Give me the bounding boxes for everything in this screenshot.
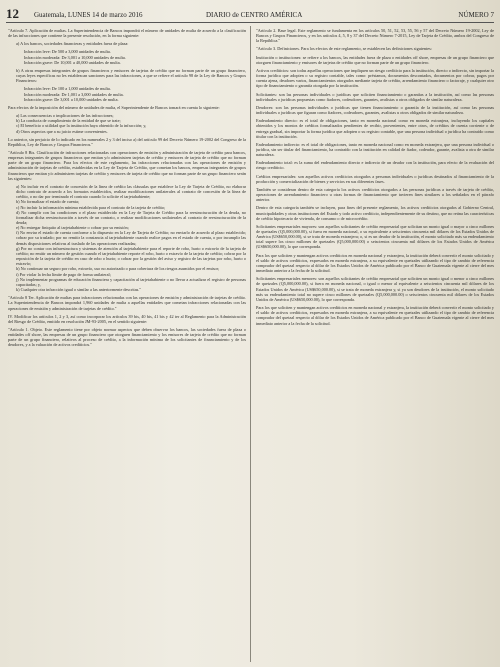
- section-iv: IV. Modificar los artículos 1, 2 y 3, así como incorporar los artículos 39 bis, 40 bis, 41 bis y 42 ter al Reglamento para la Administración del Riesgo de Crédito, emitido en resolución JM-93-2005, en el sentido siguiente:: [8, 313, 246, 324]
- criterion-b: b) La conducta de cumplimiento de la entidad de que se trate;: [16, 118, 121, 124]
- infraction-k: k) Cualquier otra infracción igual o similar a las anteriormente descritas.": [16, 287, 142, 293]
- definition-deudores: Deudores: son las personas individuales o jurídicas que tienen financiamiento o garantía de la institución, así como las personas individuales o jurídicas que figuran como fiadores, codeudores, garantes, avalistas u otros obligados de similar naturaleza.: [256, 104, 494, 116]
- article-2: "Artículo 2. Base legal. Este reglamento se fundamenta en los artículos 50, 51, 52, 53, 55, 56 y 57 del Decreto Número 19-2002, Ley de Bancos y Grupos Financieros, y en los artículos 4, 5, 8 y 37 del Decreto Número 7-2015, Ley de Tarjeta de Crédito, ambos del Congreso de la República.": [256, 28, 494, 44]
- infraction-f: f) No enviar el estado de cuenta conforme a lo dispuesto en la Ley de Tarjeta de Crédito; no enviarlo de acuerdo al plazo establecido; cobrar por su traslado; por no remitir la constancia al tarjetahabiente cuando realice pagos en el estado de cuenta, o por incumplir las demás disposiciones relativas al traslado de las operaciones realizadas;: [16, 230, 246, 246]
- infraction-a: a) No incluir en el contrato de concesión de la línea de crédito las cláusulas que establece la Ley de Tarjeta de Crédito, no elaborar dicho contrato de acuerdo a los formatos establecidos, realizar modificaciones unilaterales al contrato de concesión de la línea de crédito, o no dar por terminado el contrato cuando lo solicite el tarjetahabiente;: [16, 183, 246, 200]
- column-divider: [250, 26, 251, 662]
- criterion-d: d) Otros aspectos que a su juicio estime convenientes.: [16, 128, 108, 134]
- article-3: "Artículo 3. Definiciones. Para los efectos de este reglamento, se establecen las definiciones siguientes:: [256, 46, 432, 52]
- definition-creditos-empresariales-3: Dentro de esta categoría también se incluyen, para fines del presente reglamento, los activos crediticios otorgados al Gobierno Central, municipalidades y otras instituciones del Estado y todo activo crediticio, independientemente de su destino, que no reúna las características de crédito hipotecario de vivienda, de consumo o de microcrédito.: [256, 205, 494, 221]
- infraction-d: d) No cumplir con las condiciones o el plazo establecido en la Ley de Tarjeta de Crédito para la reestructuración de la deuda, no formalizar dicha reestructuración a través de un contrato, o realizar modificaciones unilaterales al contrato de reestructuración de la deuda;: [16, 209, 246, 225]
- range-grave-b: Infracción grave: De 3,001 a 10,000 unidades de multa.: [24, 96, 119, 102]
- infraction-e: e) No entregar finiquito al tarjetahabiente o cobrar por su emisión;: [16, 225, 129, 231]
- infractions-list: [8, 184, 246, 292]
- definition-solicitantes: Solicitantes: son las personas individuales o jurídicas que soliciten financiamiento o garantías a la institución, así como las personas individuales o jurídicas propuestas como fiadores, codeudores, garantes, avalistas u otros obligados de similar naturaleza.: [256, 91, 494, 102]
- range-leve-b: Infracción leve: De 100 a 1,000 unidades de multa.: [24, 86, 111, 92]
- definition-creditos-empresariales: Créditos empresariales: son aquellos activos crediticios otorgados a personas individuales o jurídicas destinados al financiamiento de la producción y comercialización de bienes y servicios en sus diferentes fases.: [256, 173, 494, 184]
- definition-solicitantes-mayores-2: Para los que soliciten y mantengan activos crediticios en moneda nacional y extranjera, la institución deberá convertir el monto solicitado y el saldo de activos crediticios, expresados en moneda extranjera, a su equivalente en quetzales utilizando el tipo de cambio de referencia comprador del quetzal respecto al dólar de los Estados Unidos de América publicado por el Banco de Guatemala vigente al cierre del mes inmediato anterior a la fecha de la solicitud.: [256, 252, 494, 274]
- article-1: "Artículo 1. Objeto. Este reglamento tiene por objeto normar aspectos que deben observar los bancos, las sociedades fuera de plaza o entidades off shore, las empresas de un grupo financiero que otorguen financiamiento y los emisores de tarjeta de crédito que no forman parte de un grupo financiero, relativos al proceso de crédito, a la información mínima de los solicitantes de financiamiento y de los deudores, y a la valuación de activos crediticios.": [8, 326, 246, 348]
- infraction-c: c) No incluir la información mínima establecida para el contrato de la tarjeta de crédito;: [16, 204, 166, 210]
- definition-activos-crediticios: Activos crediticios: son todas aquellas operaciones que impliquen un riesgo crediticio para la institución, directo o indirecto, sin importar la forma jurídica que adopten o su registro contable, tales como: préstamos, documentos descontados, documentos por cobrar, pagos por cuenta ajena, deudores varios, financiamientos otorgados mediante tarjeta de crédito, arrendamiento financiero o factoraje, y cualquier otro tipo de financiamiento o garantía otorgada por la institución.: [256, 67, 494, 89]
- range-leve-a: Infracción leve: De 500 a 3,000 unidades de multa.: [24, 49, 111, 55]
- item-b-ranges: [8, 86, 246, 101]
- definition-endeudamiento-directo: Endeudamiento directo: es el total de obligaciones, tanto en moneda nacional como en moneda extranjera, incluyendo los capitales obtenidos y los montos de créditos formalizados pendientes de recibir, provenientes, entre otros, de créditos de cuenta corriente o de entrega gradual, sin importar la forma jurídica que adopten o su registro contable, que una persona individual o jurídica ha contraído como titular con la institución.: [256, 118, 494, 139]
- page-number: 12: [6, 6, 19, 21]
- article-8-bis: "Artículo 8 Bis. Clasificación de infracciones relacionadas con operaciones de emisión y administración de tarjeta de crédito para bancos, empresas integrantes de grupos financieros que emitan y/o administren tarjetas de crédito y emisores de tarjeta de crédito que no forman parte de un grupo financiero. Para los efectos de este reglamento, las infracciones relacionadas con las operaciones de emisión y administración de tarjetas de crédito, establecidas en la Ley de Tarjeta de Crédito, que cometan los bancos, empresas integrantes de grupos financieros que emitan y/o administren tarjetas de crédito y emisores de tarjeta de crédito que no forman parte de un grupo financiero serán las siguientes:: [8, 149, 246, 181]
- article-7: "Artículo 7. Aplicación de multas. La Superintendencia de Bancos impondrá el número de unidades de multa de acuerdo a la clasificación de las infracciones que contiene la presente resolución, en la forma siguiente:: [8, 28, 246, 39]
- infraction-b: b) No formalizar el estado de cuenta;: [16, 199, 80, 205]
- item-a-label: a) A los bancos, sociedades financieras y entidades fuera de plaza:: [16, 41, 129, 47]
- infraction-g: g) Por no contar con infraestructura y sistemas de atención al tarjetahabiente para el reporte de robo, hurto o extravío de la tarjeta de crédito; no emitir un número de gestión cuando el tarjetahabiente reporte el robo, hurto o extravío de la tarjeta de crédito; cobrar por la reposición de la tarjeta de crédito en caso de robo o hurto; o cobrar por la gestión del aviso y registro de las tarjetas por robo, hurto o extravío;: [16, 245, 246, 267]
- definition-creditos-empresariales-2: También se consideran dentro de esta categoría los activos crediticios otorgados a las personas jurídicas a través de tarjeta de crédito, operaciones de arrendamiento financiero u otras formas de financiamiento que tuvieren fines similares a los señalados en el párrafo anterior.: [256, 186, 494, 203]
- criterion-a: a) Las consecuencias o implicaciones de las infracciones;: [16, 113, 114, 119]
- criterion-c: c) El beneficio o utilidad que la institución haya obtenido de la infracción; y,: [16, 123, 147, 129]
- range-moderada-b: Infracción moderada: De 1,001 a 3,000 unidades de multa.: [24, 91, 124, 97]
- amount-paragraph: Lo anterior, sin perjuicio de lo indicado en los numerales 2 y 3 del inciso a) del artículo 99 del Decreto Número 19-2002 del Congreso de la República, Ley de Bancos y Grupos Financieros.": [8, 136, 246, 147]
- page-header: [6, 6, 494, 23]
- definition-solicitantes-mayores: Solicitantes empresariales mayores: son aquellos solicitantes de crédito empresarial que solicitan un monto igual o mayor a cinco millones de quetzales (Q5,000,000.00), si fuera en moneda nacional, o su equivalente a seiscientos cincuenta mil dólares de los Estados Unidos de América (US$650,000.00), si se trata de moneda extranjera; o, si es un deudor de la institución, el monto solicitado más su endeudamiento total supere los cinco millones de quetzales (Q5,000,000.00) o seiscientos cincuenta mil dólares de los Estados Unidos de América (US$650,000.00), lo que corresponda.: [256, 223, 494, 250]
- definition-endeudamiento-indirecto: Endeudamiento indirecto: es el total de obligaciones, tanto en moneda nacional como en moneda extranjera, que una persona individual o jurídica, sin ser titular del financiamiento, ha contraído con la institución en calidad de fiador, codeudor, garante, avalista u otra de similar naturaleza.: [256, 141, 494, 158]
- range-moderada-a: Infracción moderada: De 3,001 a 10,000 unidades de multa.: [24, 54, 126, 60]
- range-grave-a: Infracción grave: De 10,001 a 40,000 unidades de multa.: [24, 59, 121, 65]
- right-column: [256, 28, 494, 662]
- left-column: [8, 28, 246, 662]
- criteria-intro: Para efectos de la imposición del número de unidades de multa, el Superintendente de Bancos tomará en cuenta lo siguiente:: [8, 104, 220, 110]
- header-issue-number: NÚMERO 7: [458, 11, 494, 19]
- definition-endeudamiento-total: Endeudamiento total: es la suma del endeudamiento directo e indirecto de un deudor con la institución, para efecto de la evaluación del riesgo crediticio.: [256, 160, 494, 171]
- item-b-label: b) A otras empresas integrantes de grupos financieros y emisores de tarjetas de crédito que no forman parte de un grupo financiero, cuyas leyes específicas no les establezcan sanciones para las infracciones, a que se refiere el artículo 98 de la Ley de Bancos y Grupos Financieros:: [16, 67, 246, 84]
- article-8-ter: "Artículo 8 Ter. Aplicación de multas para infracciones relacionadas con las operaciones de emisión y administración de tarjetas de crédito. La Superintendencia de Bancos impondrá 1,960 unidades de multa a aquellas entidades que cometan infracciones relacionadas con las operaciones de emisión y administración de tarjetas de crédito.": [8, 295, 246, 311]
- definition-solicitantes-menores: Solicitantes empresariales menores: son aquellos solicitantes de crédito empresarial que soliciten un monto igual o menor a cinco millones de quetzales (Q5,000,000.00), si fuera en moneda nacional, o igual o menor al equivalente a seiscientos cincuenta mil dólares de los Estados Unidos de América (US$650,000.00), si se trata de moneda extranjera y, si ya son deudores de la institución, el monto solicitado más su endeudamiento total no supere cinco millones de quetzales (Q5,000,000.00) o seiscientos cincuenta mil dólares de los Estados Unidos de América (US$650,000.00), lo que corresponda.: [256, 276, 494, 302]
- header-date: Guatemala, LUNES 14 de marzo 2016: [34, 11, 143, 19]
- item-a-ranges: [8, 49, 246, 64]
- infraction-h: h) No continuar un seguro por robo, extravío, uso no autorizado o para cobertura de los riesgos asumidos por el emisor;: [16, 266, 220, 272]
- criteria-list: [8, 113, 246, 134]
- infraction-i: i) Por violar la fecha límite de pago de forma unilateral;: [16, 271, 111, 277]
- definition-solicitantes-menores-2: Para los que soliciten y mantengan activos crediticios en moneda nacional y extranjera, la institución deberá convertir el monto solicitado y el saldo de activos crediticios, expresados en moneda extranjera, a su equivalente en quetzales utilizando el tipo de cambio de referencia comprador del quetzal respecto al dólar de los Estados Unidos de América publicado por el Banco de Guatemala vigente al cierre del mes inmediato anterior a la fecha de la solicitud.: [256, 305, 494, 326]
- header-publication: DIARIO de CENTRO AMÉRICA: [206, 11, 303, 19]
- infraction-j: j) No implementar programas de educación financiera y capacitación al tarjetahabiente o no llevar a actualizar el registro de personas capacitadas; y,: [16, 276, 246, 287]
- definition-institucion: Institución o instituciones: se refiere a los bancos, las entidades fuera de plaza o entidades off shore, empresas de un grupo financiero que otorguen financiamiento y emisores de tarjetas de crédito que no forman parte de un grupo financiero.: [256, 54, 494, 65]
